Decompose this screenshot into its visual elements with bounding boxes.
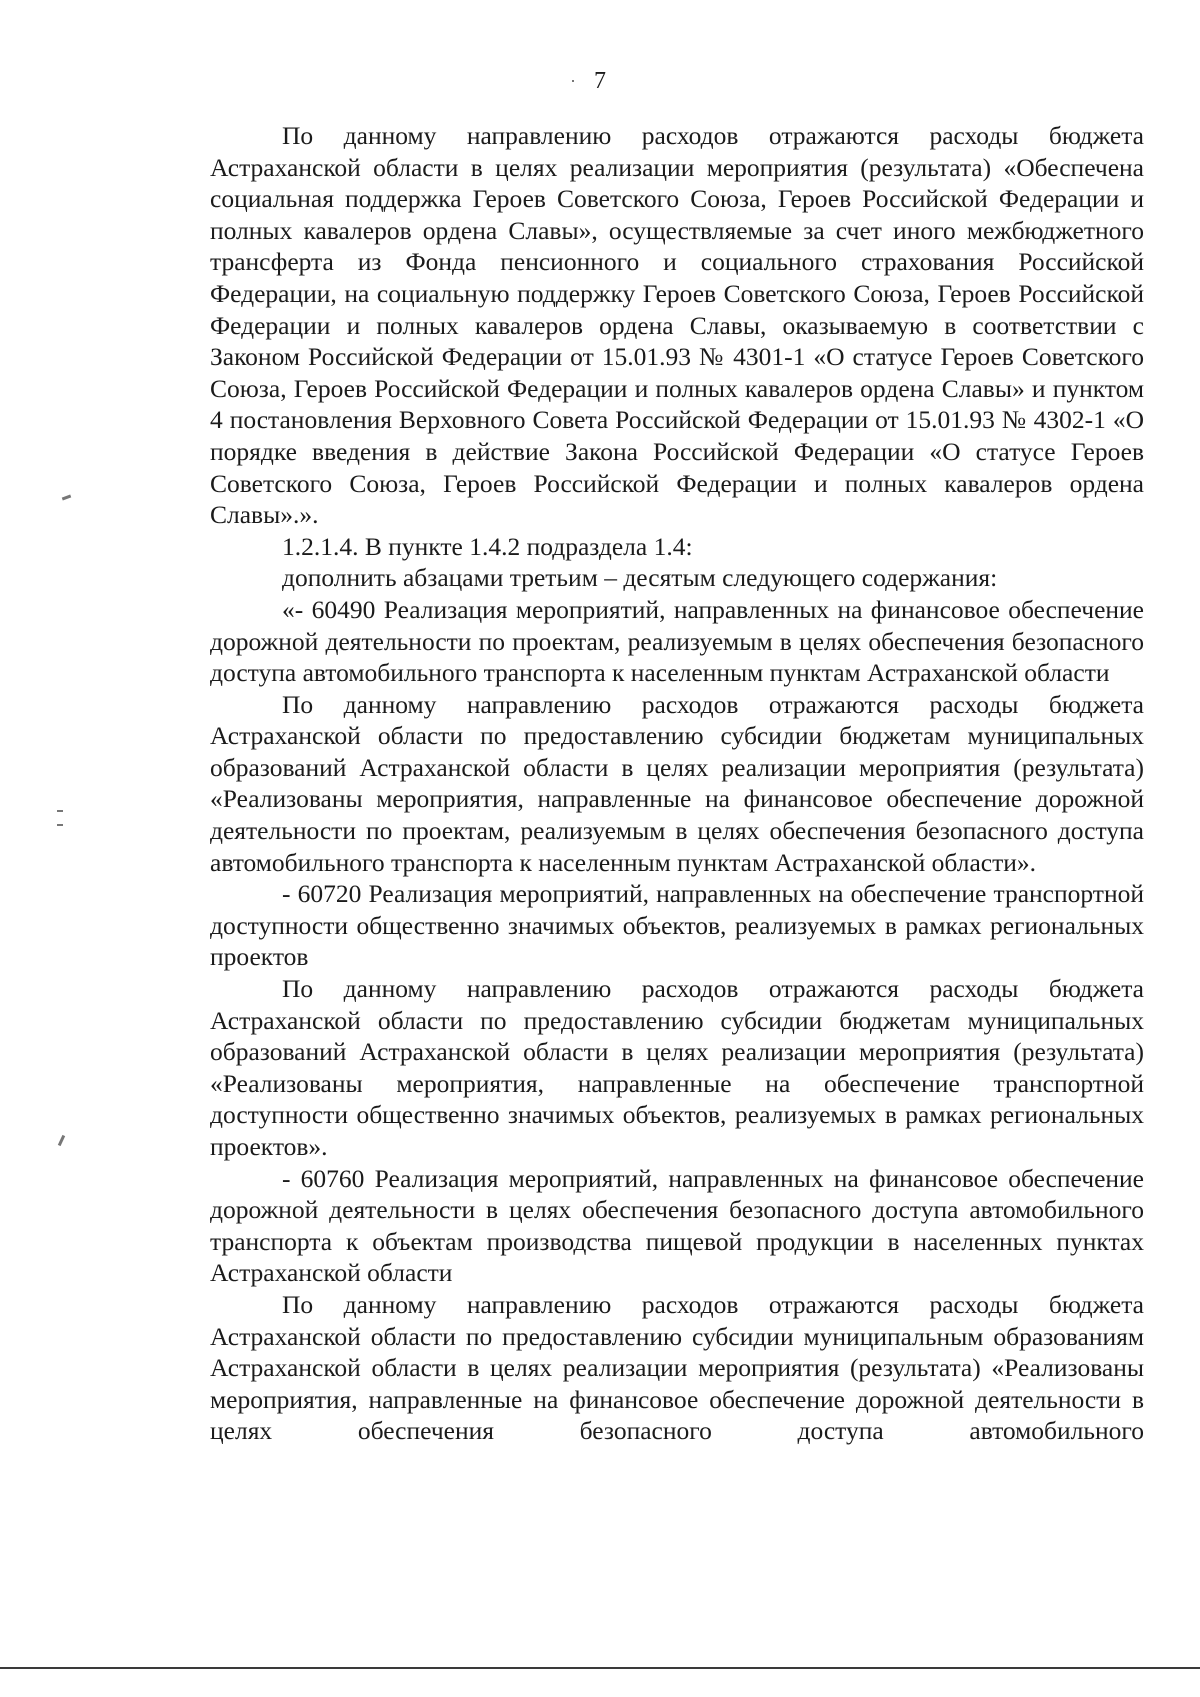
paragraph: - 60720 Реализация мероприятий, направленных на обеспечение транспортной доступности общественно значимых объектов, реализуемых в рамках региональных проектов bbox=[210, 879, 1144, 972]
paragraph: 1.2.1.4. В пункте 1.4.2 подраздела 1.4: bbox=[282, 531, 693, 561]
paragraph: «- 60490 Реализация мероприятий, направленных на финансовое обеспечение дорожной деятельности по проектам, реализуемым в целях обеспечения безопасного доступа автомобильного транспорта к населенным пунктам Астраханской области bbox=[210, 594, 1144, 688]
page-bottom-rule bbox=[0, 1667, 1200, 1669]
scan-speck bbox=[572, 80, 574, 82]
scan-speck bbox=[62, 495, 71, 501]
paragraph: - 60760 Реализация мероприятий, направленных на финансовое обеспечение дорожной деятельности в целях обеспечения безопасного доступа автомобильного транспорта к объектам производства пищевой продукции в населенных пунктах Астраханской области bbox=[210, 1163, 1144, 1288]
scan-speck bbox=[58, 1135, 65, 1146]
document-body bbox=[210, 120, 1144, 1447]
page-number: 7 bbox=[594, 68, 606, 94]
paragraph: По данному направлению расходов отражаются расходы бюджета Астраханской области по предоставлению субсидии бюджетам муниципальных образований Астраханской области в целях реализации мероприятия (результата) «Реализованы мероприятия, направленные на обеспечение транспортной доступности общественно значимых объектов, реализуемых в рамках региональных проектов». bbox=[210, 974, 1144, 1161]
paragraph: дополнить абзацами третьим – десятым следующего содержания: bbox=[282, 563, 998, 593]
paragraph: По данному направлению расходов отражаются расходы бюджета Астраханской области по предоставлению субсидии бюджетам муниципальных образований Астраханской области в целях реализации мероприятия (результата) «Реализованы мероприятия, направленные на финансовое обеспечение дорожной деятельности по проектам, реализуемым в целях обеспечения безопасного доступа автомобильного транспорта к населенным пунктам Астраханской области». bbox=[210, 689, 1144, 877]
paragraph: По данному направлению расходов отражаются расходы бюджета Астраханской области в целях реализации мероприятия (результата) «Обеспечена социальная поддержка Героев Советского Союза, Героев Российской Федерации и полных кавалеров ордена Славы», осуществляемые за счет иного межбюджетного трансферта из Фонда пенсионного и социального страхования Российской Федерации, на социальную поддержку Героев Советского Союза, Героев Российской Федерации и полных кавалеров ордена Славы, оказываемую в соответствии с Законом Российской Федерации от 15.01.93 № 4301-1 «О статусе Героев Советского Союза, Героев Российской Федерации и полных кавалеров ордена Славы» и пунктом 4 постановления Верховного Совета Российской Федерации от 15.01.93 № 4302-1 «О порядке введения в действие Закона Российской Федерации «О статусе Героев Советского Союза, Героев Российской Федерации и полных кавалеров ордена Славы».». bbox=[210, 121, 1144, 530]
scan-speck bbox=[57, 824, 63, 826]
scan-speck bbox=[57, 810, 63, 812]
paragraph: По данному направлению расходов отражаются расходы бюджета Астраханской области по предоставлению субсидии муниципальным образованиям Астраханской области в целях реализации мероприятия (результата) «Реализованы мероприятия, направленные на финансовое обеспечение дорожной деятельности в целях обеспечения безопасного доступа автомобильного bbox=[210, 1289, 1144, 1446]
